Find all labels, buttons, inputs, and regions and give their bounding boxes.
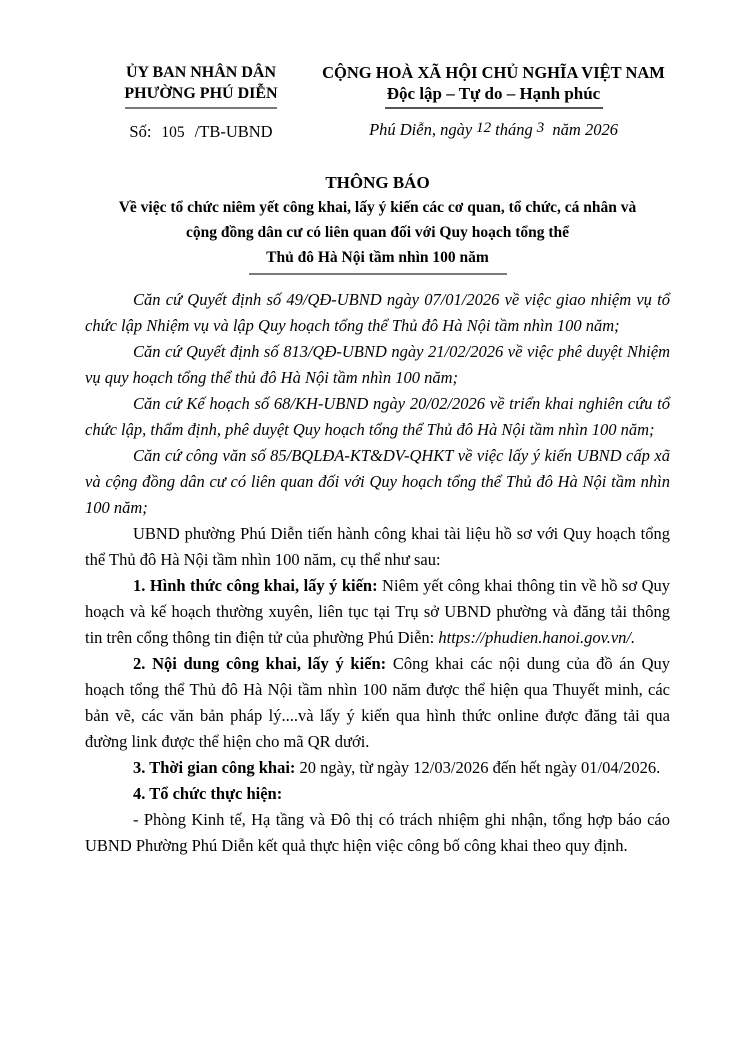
date-day-value: 12 [476, 120, 492, 136]
document-header [85, 62, 670, 142]
motto-underline [385, 107, 603, 109]
section-1-text: Niêm yết công khai thông tin về hồ sơ Quy hoạch và kế hoạch thường xuyên, liên tục tại Trụ sở UBND phường và đăng tải thông tin trên cổng thông tin điện tử của phường Phú Diễn: [85, 576, 670, 647]
section-1-url: https://phudien.hanoi.gov.vn/. [438, 628, 636, 647]
place-date-prefix: Phú Diễn, ngày [369, 120, 473, 139]
legal-basis-paragraph-4: Căn cứ công văn số 85/BQLĐA-KT&DV-QHKT về việc lấy ý kiến UBND cấp xã và cộng đồng dân cư có liên quan đối với Quy hoạch tổng thể Thủ đô Hà Nội tầm nhìn 100 năm; [85, 446, 670, 517]
section-2-text: Công khai các nội dung của đồ án Quy hoạch tổng thể Thủ đô Hà Nội tầm nhìn 100 năm được thể hiện qua Thuyết minh, các bản vẽ, các văn bản pháp lý....và lấy ý kiến qua hình thức online được đăng tải qua đường link được thể hiện cho mã QR dưới. [85, 654, 670, 751]
legal-basis-paragraph-2: Căn cứ Quyết định số 813/QĐ-UBND ngày 21/02/2026 về việc phê duyệt Nhiệm vụ quy hoạch tổng thể thủ đô Hà Nội tầm nhìn 100 năm; [85, 342, 670, 387]
date-year-label: năm [552, 120, 581, 139]
national-motto-line: Độc lập – Tự do – Hạnh phúc [386, 84, 601, 103]
section-1-heading: 1. Hình thức công khai, lấy ý kiến: [133, 576, 378, 595]
place-date-line [317, 120, 670, 140]
document-body [85, 287, 670, 859]
section-3-text: 20 ngày, từ ngày 12/03/2026 đến hết ngày 01/04/2026. [295, 758, 661, 777]
legal-basis-paragraph-3: Căn cứ Kế hoạch số 68/KH-UBND ngày 20/02/2026 về triển khai nghiên cứu tổ chức lập, thẩm định, phê duyệt Quy hoạch tổng thể Thủ đô Hà Nội tầm nhìn 100 năm; [85, 394, 670, 439]
section-2-heading: 2. Nội dung công khai, lấy ý kiến: [133, 654, 387, 673]
document-type-heading: THÔNG BÁO [325, 173, 430, 192]
document-number-suffix: /TB-UBND [194, 122, 273, 141]
section-2-paragraph [85, 651, 670, 755]
document-number-line [85, 122, 317, 142]
section-4-heading: 4. Tổ chức thực hiện: [133, 784, 283, 803]
national-motto-block [317, 62, 670, 142]
section-3-paragraph [85, 755, 670, 781]
agency-underline [125, 107, 277, 109]
subject-line-2: cộng đồng dân cư có liên quan đối với Quy hoạch tổng thể [185, 224, 570, 241]
agency-parent-name: ỦY BAN NHÂN DÂN [125, 64, 277, 81]
section-3-heading: 3. Thời gian công khai: [133, 758, 296, 777]
national-name-line: CỘNG HOÀ XÃ HỘI CHỦ NGHĨA VIỆT NAM [322, 63, 665, 82]
subject-line-3: Thủ đô Hà Nội tầm nhìn 100 năm [266, 249, 489, 266]
issuing-agency-block [85, 62, 317, 142]
agency-name: PHƯỜNG PHÚ DIỄN [124, 85, 278, 102]
document-number-label: Số: [129, 122, 152, 141]
document-title-block [85, 171, 670, 275]
date-month-value: 3 [536, 120, 545, 136]
date-year-value: 2026 [584, 120, 618, 139]
document-number-value: 105 [161, 124, 185, 141]
date-month-label: tháng [495, 120, 533, 139]
section-1-paragraph [85, 573, 670, 651]
subject-line-1: Về việc tổ chức niêm yết công khai, lấy ý kiến các cơ quan, tổ chức, cá nhân và [118, 199, 637, 216]
legal-basis-paragraph-1: Căn cứ Quyết định số 49/QĐ-UBND ngày 07/01/2026 về việc giao nhiệm vụ tổ chức lập Nhiệm vụ và lập Quy hoạch tổng thể Thủ đô Hà Nội tầm nhìn 100 năm; [85, 290, 670, 335]
intro-paragraph: UBND phường Phú Diễn tiến hành công khai tài liệu hồ sơ với Quy hoạch tổng thể Thủ đô Hà Nội tầm nhìn 100 năm, cụ thể như sau: [85, 524, 670, 569]
title-underline [249, 273, 507, 275]
section-4-item-1: - Phòng Kinh tế, Hạ tầng và Đô thị có trách nhiệm ghi nhận, tổng hợp báo cáo UBND Phường Phú Diễn kết quả thực hiện việc công bố công khai theo quy định. [85, 810, 670, 855]
